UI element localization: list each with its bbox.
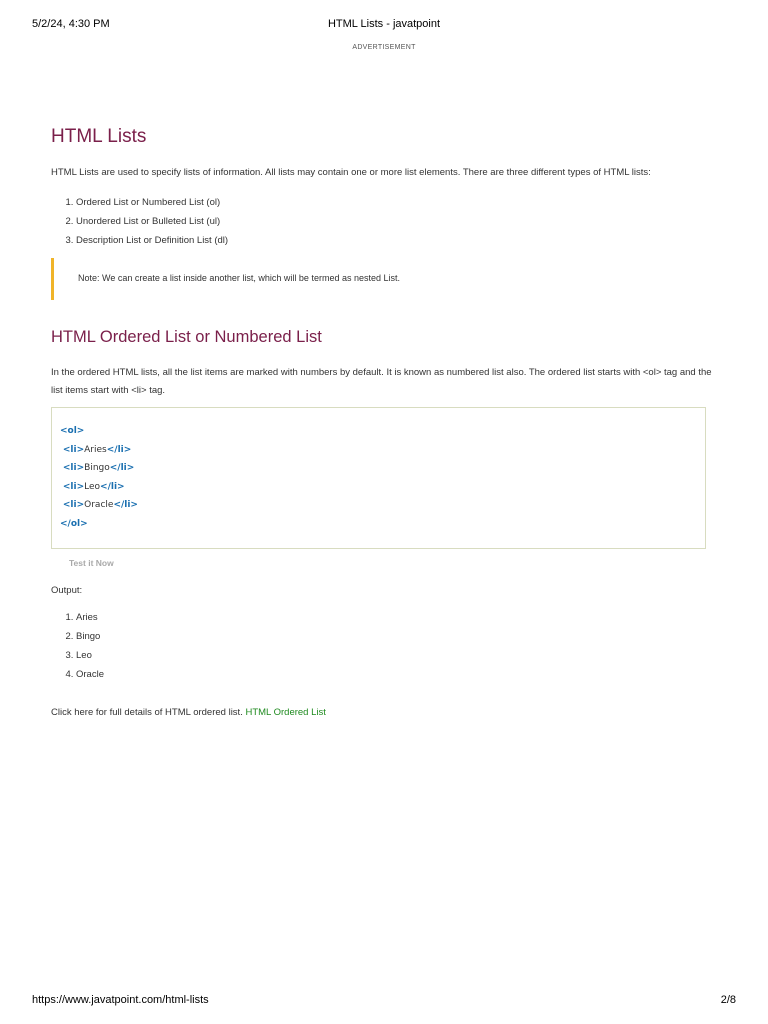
print-page-title: HTML Lists - javatpoint xyxy=(327,18,441,30)
code-tag: <li> xyxy=(62,463,85,473)
print-page-number: 2/8 xyxy=(720,994,736,1006)
code-text: Aries xyxy=(84,445,107,455)
output-list xyxy=(51,608,104,684)
more-details-text: Click here for full details of HTML ordered list. xyxy=(51,707,243,718)
list-item: 3. Leo xyxy=(76,646,104,665)
code-line xyxy=(60,445,131,455)
code-tag: <li> xyxy=(62,482,85,492)
advertisement-label: ADVERTISEMENT xyxy=(352,44,416,51)
code-line xyxy=(60,500,138,510)
code-line xyxy=(60,482,125,492)
list-item: 1. Aries xyxy=(76,608,104,627)
list-item: 4. Oracle xyxy=(76,665,104,684)
note-text: Note: We can create a list inside another list, which will be termed as nested List. xyxy=(78,273,400,283)
code-tag: <li> xyxy=(62,445,85,455)
code-tag: <ol> xyxy=(60,426,85,436)
section-heading: HTML Ordered List or Numbered List xyxy=(51,328,322,346)
print-url: https://www.javatpoint.com/html-lists xyxy=(32,994,209,1006)
code-text: Leo xyxy=(84,482,101,492)
code-tag: </li> xyxy=(106,445,132,455)
note-box xyxy=(51,258,706,300)
more-details xyxy=(51,707,326,718)
code-text: Oracle xyxy=(84,500,114,510)
code-tag: </li> xyxy=(109,463,135,473)
ordered-list-link[interactable]: HTML Ordered List xyxy=(245,707,326,718)
list-item: 2. Bingo xyxy=(76,627,104,646)
code-tag: </li> xyxy=(113,500,138,510)
code-tag: <li> xyxy=(62,500,85,510)
code-example[interactable] xyxy=(51,407,706,549)
code-line xyxy=(60,519,88,529)
list-item: 1. Ordered List or Numbered List (ol) xyxy=(76,193,228,212)
test-it-now-button[interactable]: Test it Now xyxy=(69,558,114,568)
list-item: 2. Unordered List or Bulleted List (ul) xyxy=(76,212,228,231)
code-text: Bingo xyxy=(84,463,110,473)
intro-paragraph: HTML Lists are used to specify lists of information. All lists may contain one or more list elements. There are three different types of HTML lists: xyxy=(51,167,651,178)
print-datetime: 5/2/24, 4:30 PM xyxy=(32,18,110,30)
code-tag: </ol> xyxy=(60,519,88,529)
code-tag: </li> xyxy=(100,482,125,492)
section-paragraph: In the ordered HTML lists, all the list items are marked with numbers by default. It is known as numbered list also. The ordered list starts with <ol> tag and the list items start with <li> tag. xyxy=(51,367,712,396)
list-item: 3. Description List or Definition List (dl) xyxy=(76,231,228,250)
output-label: Output: xyxy=(51,585,83,596)
list-types xyxy=(51,193,228,250)
code-line xyxy=(60,463,134,473)
page-title: HTML Lists xyxy=(51,126,147,147)
code-line xyxy=(60,426,84,436)
